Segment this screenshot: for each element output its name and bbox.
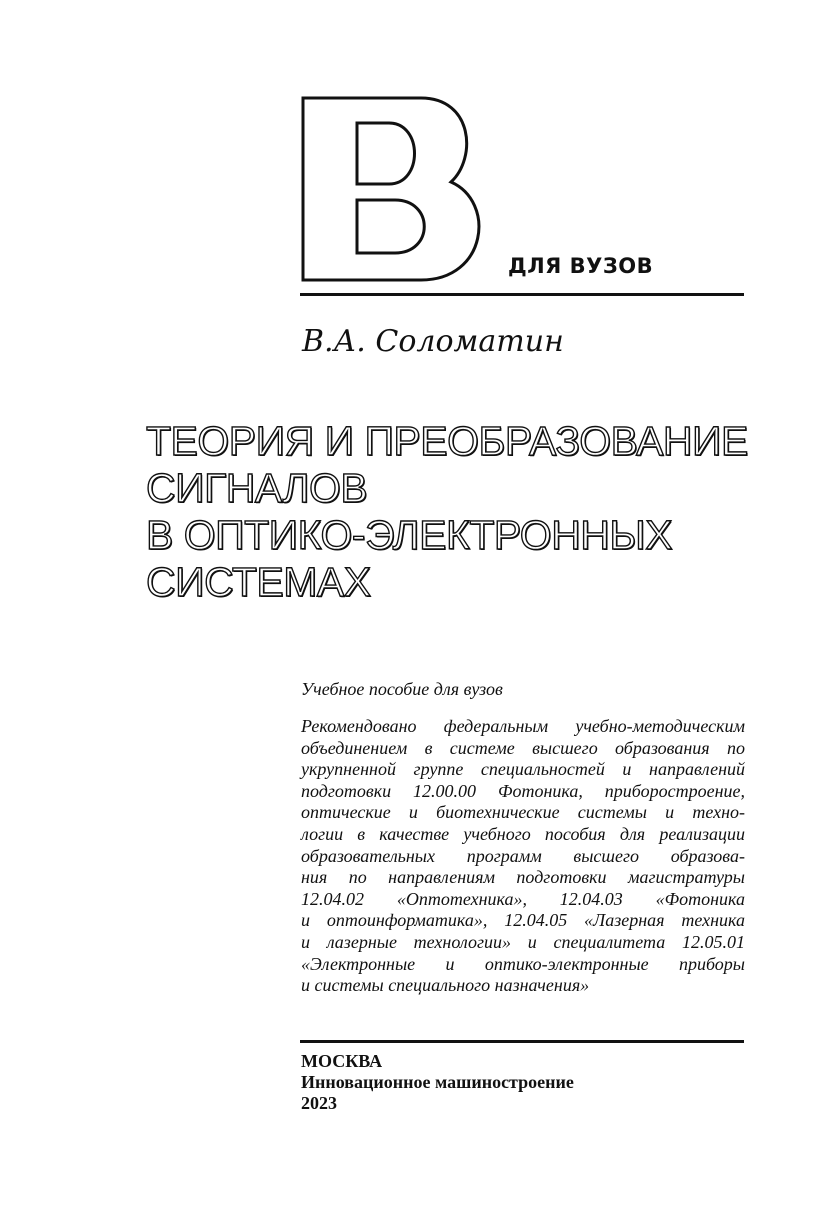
recommendation-line: ния по направлениям подготовки магистратуры [301, 867, 745, 888]
title-line: СИГНАЛОВ [146, 465, 368, 511]
imprint-publisher: Инновационное машиностроение [301, 1072, 574, 1092]
recommendation-line: оптические и биотехнические системы и техно- [301, 802, 745, 823]
recommendation-line: укрупненной группе специальностей и направлений [301, 759, 745, 780]
recommendation-line: и оптоинформатика», 12.04.05 «Лазерная техника [301, 910, 745, 931]
imprint-city: МОСКВА [301, 1051, 383, 1071]
recommendation-line: 12.04.02 «Оптотехника», 12.04.03 «Фотоника [301, 888, 745, 909]
title-line: СИСТЕМАХ [146, 559, 371, 605]
recommendation-line: объединением в системе высшего образования по [301, 737, 745, 758]
recommendation-line: Рекомендовано федеральным учебно-методическим [301, 716, 745, 736]
book-title [146, 418, 748, 606]
author-name: В.А. Соломатин [302, 324, 564, 359]
recommendation-line: и лазерные технологии» и специалитета 12.05.01 [301, 931, 745, 952]
title-line: В ОПТИКО-ЭЛЕКТРОННЫХ [146, 512, 673, 558]
book-subtitle: Учебное пособие для вузов [301, 679, 503, 699]
title-line: ТЕОРИЯ И ПРЕОБРАЗОВАНИЕ [146, 418, 748, 464]
imprint-year: 2023 [301, 1093, 337, 1113]
recommendation-text [301, 716, 745, 997]
imprint [301, 1051, 574, 1114]
recommendation-line: образовательных программ высшего образова- [301, 845, 745, 866]
top-divider [300, 293, 744, 296]
series-label: ДЛЯ ВУЗОВ [508, 254, 654, 278]
recommendation-line: и системы специального назначения» [301, 975, 590, 996]
recommendation-line: логии в качестве учебного пособия для реализации [301, 823, 745, 844]
series-logo-icon [301, 96, 486, 282]
recommendation-line: подготовки 12.00.00 Фотоника, приборостроение, [301, 780, 745, 801]
recommendation-line: «Электронные и оптико-электронные приборы [301, 953, 745, 974]
bottom-divider [300, 1040, 744, 1043]
